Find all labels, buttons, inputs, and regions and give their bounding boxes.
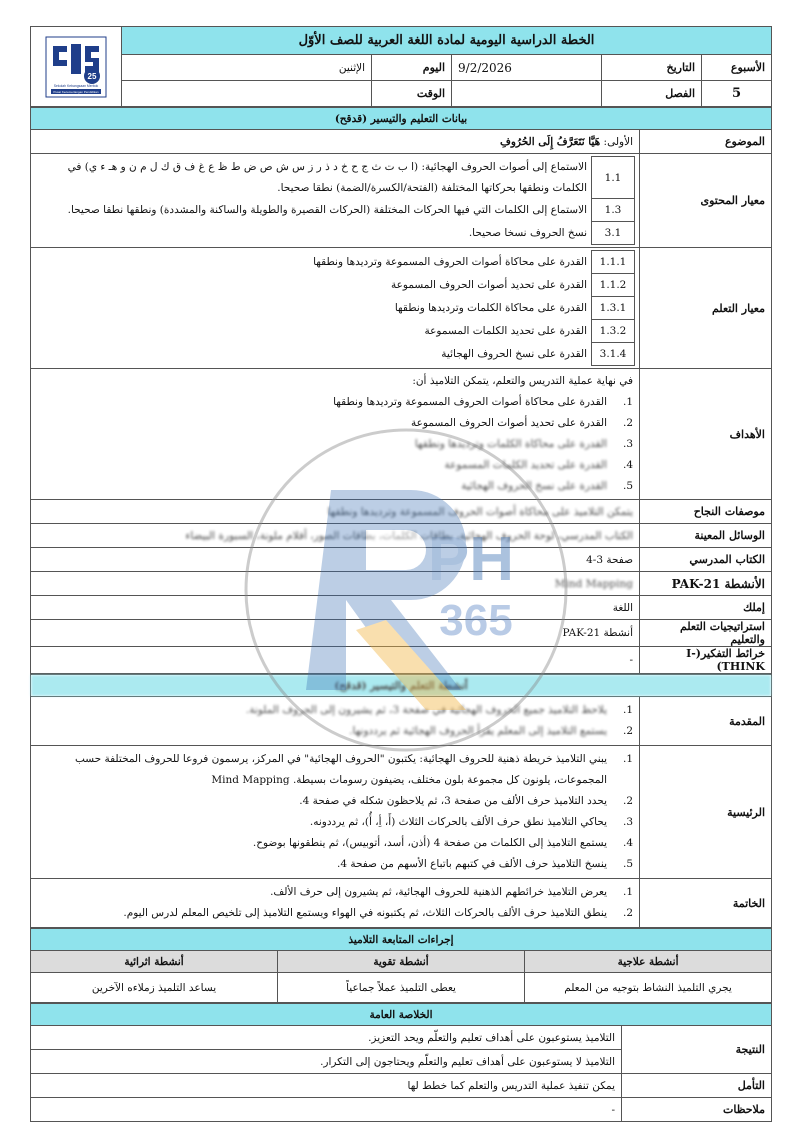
reflection-value: يمكن تنفيذ عملية التدريس والتعلم كما خطط لها (31, 1074, 622, 1098)
watermark-text: PH (427, 525, 515, 594)
strategies-label: استراتيجيات التعلم والتعليم (640, 620, 772, 647)
learning-code: 1.1.1 (592, 251, 635, 274)
result-negative: التلاميذ لا يستوعبون على أهداف تعليم والتعلّم ويحتاجون إلى التكرار. (31, 1050, 622, 1074)
notes-label: ملاحظات (622, 1098, 772, 1122)
learning-standard-list (31, 248, 640, 369)
school-logo-cell (31, 27, 122, 107)
time-value (122, 81, 372, 107)
content-code: 1.3 (592, 199, 635, 222)
school-logo (45, 36, 107, 98)
teaching-aids-value: الكتاب المدرسي، لوحة الحروف الهجائية، بطاقات الكلمات، بطاقات الصور، أقلام ملونة، السبورة البيضاء (31, 524, 640, 548)
learning-text: القدرة على تحديد أصوات الحروف المسموعة (391, 279, 587, 291)
content-standard-label: معيار المحتوى (640, 154, 772, 248)
result-positive: التلاميذ يستوعبون على أهداف تعليم والتعلّم ويحد التعزيز. (31, 1026, 622, 1050)
enrichment-text: يساعد التلميذ زملاءه الآخرين (31, 973, 278, 1003)
content-code: 1.1 (592, 157, 635, 199)
remedial-head: أنشطة علاجية (525, 951, 772, 973)
teaching-aids-label: الوسائل المعينة (640, 524, 772, 548)
pak21-value: Mind Mapping (31, 572, 640, 596)
main-stage-label: الرئيسية (640, 746, 772, 879)
date-value: 9/2/2026 (452, 55, 602, 81)
result-label: النتيجة (622, 1026, 772, 1074)
main-step: 1. يبني التلاميذ خريطة ذهنية للحروف الهجائية: يكتبون "الحروف الهجائية" في المركز، يرسمون فروعا للحروف المختلفة حسب المجموعات، يلونون كل مجموعة بلون مختلف، يضيفون رسومات بسيطة. Mind Mapping (74, 753, 634, 786)
objective-item: 4. القدرة على تحديد الكلمات المسموعة (444, 459, 633, 471)
header-table (30, 26, 772, 107)
learning-code: 1.3.1 (592, 297, 635, 320)
topic-label: الموضوع (640, 130, 772, 154)
strategies-value: أنشطة PAK-21 (31, 620, 640, 647)
content-text: نسخ الحروف نسخا صحيحا. (468, 227, 587, 239)
learning-code: 3.1.4 (592, 343, 635, 366)
section2-title: أنشطة التعلم والتيسير (قدقح) (31, 675, 772, 697)
logo-number: 25 (87, 71, 97, 81)
emk-label: إملك (640, 596, 772, 620)
intro-step: 2. يستمع التلاميذ إلى المعلم يقرأ الحروف الهجائية ثم يرددونها. (349, 725, 634, 737)
class-value (452, 81, 602, 107)
summary-table (30, 1003, 772, 1122)
summary-title: الخلاصة العامة (31, 1004, 772, 1026)
main-step: 4. يستمع التلاميذ إلى الكلمات من صفحة 4 (أذن، أسد، أتوبيس)، ثم ينطقونها بوضوح. (252, 837, 634, 849)
followup-title: إجراءات المتابعة التلاميذ (31, 929, 772, 951)
closing-step: 1. يعرض التلاميذ خرائطهم الذهنية للحروف الهجائية، ثم يشيرون إلى حرف الألف. (270, 886, 634, 898)
time-label: الوقت (372, 81, 452, 107)
learning-text: القدرة على محاكاة أصوات الحروف المسموعة وترديدها ونطقها (313, 256, 587, 268)
section2-table (30, 674, 772, 928)
reinforcement-text: يعطى التلميذ عملاً جماعياً (278, 973, 525, 1003)
objective-item: 1. القدرة على محاكاة أصوات الحروف المسموعة وترديدها ونطقها (333, 396, 633, 408)
success-criteria-value: يتمكن التلاميذ على محاكاة أصوات الحروف المسموعة وترديدها ونطقها (31, 500, 640, 524)
content-text: الاستماع إلى الكلمات التي فيها الحركات المختلفة (الحركات القصيرة والطويلة والساكنة والمشددة) ونطقها نطقا صحيحا. (67, 203, 587, 216)
objective-item: 3. القدرة على محاكاة الكلمات وترديدها ونطقها (414, 438, 633, 450)
ithink-label: خرائط التفكير(I-THINK) (640, 647, 772, 674)
logo-subcaption: Pusat Kecemerlangan Pendidikan (53, 89, 99, 94)
remedial-text: يجري التلميذ النشاط بتوجيه من المعلم (525, 973, 772, 1003)
week-label: الأسبوع (702, 55, 772, 81)
intro-stage-list (31, 697, 640, 746)
date-label: التاريخ (602, 55, 702, 81)
enrichment-head: أنشطة اثرائية (31, 951, 278, 973)
learning-text: القدرة على محاكاة الكلمات وترديدها ونطقها (394, 302, 587, 314)
watermark-sub: 365 (439, 596, 513, 645)
closing-stage-list (31, 879, 640, 928)
learning-standard-label: معيار التعلم (640, 248, 772, 369)
topic-text: هَيَّا نَتَعَرَّفُ إِلَى الحُرُوفِ (499, 135, 601, 148)
pak21-label: الأنشطة PAK-21 (640, 572, 772, 596)
reflection-label: التأمل (622, 1074, 772, 1098)
objectives-intro: في نهاية عملية التدريس والتعلم، يتمكن التلاميذ أن: (412, 375, 633, 387)
main-step: 3. يحاكي التلاميذ نطق حرف الألف بالحركات الثلاث (أَ، أِ، أُ)، ثم يرددونه. (309, 816, 634, 828)
section1-table (30, 107, 772, 674)
day-value: الإثنين (122, 55, 372, 81)
topic-prefix: الأولى: (603, 135, 633, 148)
logo-caption: Sekolah Kebangsaan Merbok (53, 83, 99, 88)
intro-step: 1. يلاحظ التلاميذ جميع الحروف الهجائية في صفحة 3، ثم يشيرون إلى الحروف الملونة. (245, 704, 634, 716)
lesson-plan-sheet (30, 26, 771, 1122)
closing-step: 2. ينطق التلاميذ حرف الألف بالحركات الثلاث، ثم يكتبونه في الهواء ويستمع التلاميذ إلى تلخيص المعلم لدرس اليوم. (123, 907, 634, 919)
textbook-value: صفحة 3-4 (31, 548, 640, 572)
learning-text: القدرة على نسخ الحروف الهجائية (441, 348, 587, 360)
week-value: 5 (702, 81, 772, 107)
success-criteria-label: موصفات النجاح (640, 500, 772, 524)
section1-title: بيانات التعليم والتيسير (قدقح) (31, 108, 772, 130)
textbook-label: الكتاب المدرسي (640, 548, 772, 572)
main-stage-list (31, 746, 640, 879)
objectives-label: الأهداف (640, 369, 772, 500)
day-label: اليوم (372, 55, 452, 81)
intro-stage-label: المقدمة (640, 697, 772, 746)
notes-value: - (31, 1098, 622, 1122)
objectives-list (31, 369, 640, 500)
ithink-value: - (31, 647, 640, 674)
main-step: 5. ينسخ التلاميذ حرف الألف في كتبهم باتباع الأسهم من صفحة 4. (336, 858, 634, 870)
learning-text: القدرة على تحديد الكلمات المسموعة (424, 325, 587, 337)
plan-title: الخطة الدراسية اليومية لمادة اللغة العربية للصف الأوّل (122, 27, 772, 55)
closing-stage-label: الخاتمة (640, 879, 772, 928)
class-label: الفصل (602, 81, 702, 107)
main-step: 2. يحدد التلاميذ حرف الألف من صفحة 3، ثم يلاحظون شكله في صفحة 4. (299, 795, 634, 807)
content-standard-list (31, 154, 640, 248)
content-text: الاستماع إلى أصوات الحروف الهجائية: (ا ب ت ث ج ح خ د ذ ر ز س ش ص ض ط ظ ع غ ف ق ك ل م ن و هـ ء ي) في الكلمات ونطقها بحركاتها المختلفة (الفتحة/الكسرة/الضمة) نطقا صحيحا. (67, 160, 587, 194)
learning-code: 1.1.2 (592, 274, 635, 297)
content-code: 3.1 (592, 222, 635, 245)
topic-value (31, 130, 640, 154)
emk-value: اللغة (31, 596, 640, 620)
followup-table (30, 928, 772, 1003)
objective-item: 5. القدرة على نسخ الحروف الهجائية (461, 480, 633, 492)
learning-code: 1.3.2 (592, 320, 635, 343)
reinforcement-head: أنشطة تقوية (278, 951, 525, 973)
objective-item: 2. القدرة على تحديد أصوات الحروف المسموعة (411, 417, 633, 429)
